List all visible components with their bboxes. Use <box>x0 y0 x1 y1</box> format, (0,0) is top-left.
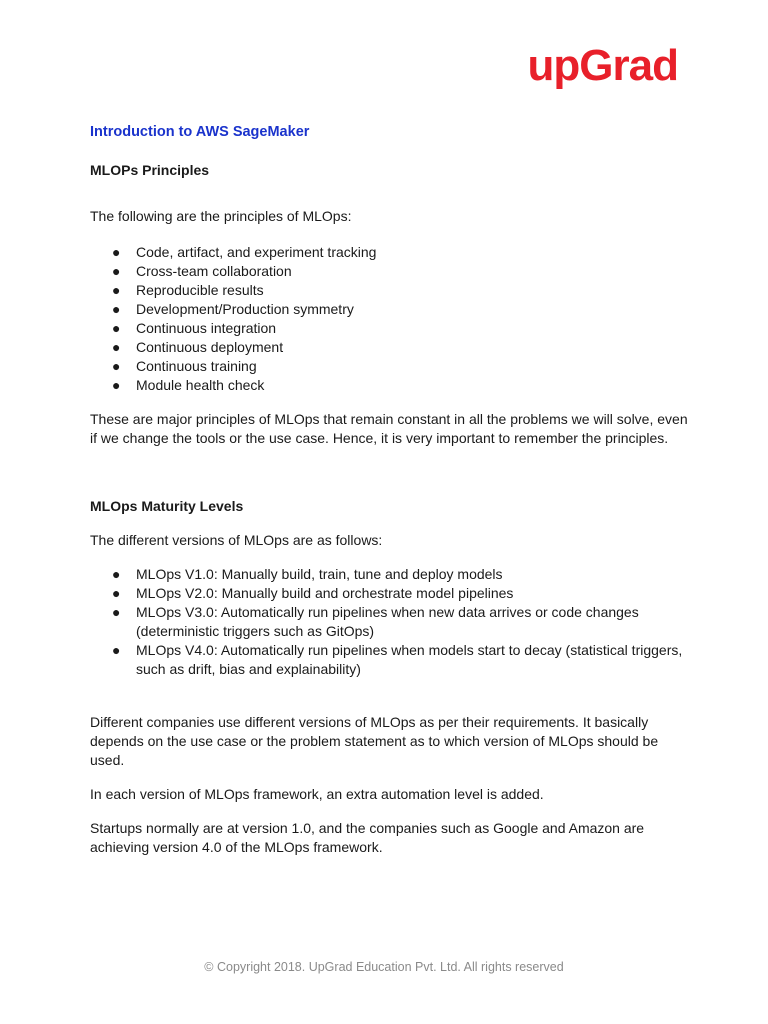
bullet-icon: ● <box>112 604 121 620</box>
bullet-icon: ● <box>112 320 121 336</box>
list-item: ● Continuous integration <box>112 320 277 336</box>
list-item: ● MLOps V3.0: Automatically run pipelines when new data arrives or code changes (deterministic triggers such as GitOps) <box>112 604 639 639</box>
bullet-icon: ● <box>112 585 121 601</box>
bullet-icon: ● <box>112 339 121 355</box>
bullet-icon: ● <box>112 642 121 658</box>
maturity-paragraph-3: Startups normally are at version 1.0, and the companies such as Google and Amazon are achieving version 4.0 of the MLOps framework. <box>90 820 645 855</box>
list-item: ● Continuous deployment <box>112 339 284 355</box>
list-item: ● Reproducible results <box>112 282 264 298</box>
list-item: ● Code, artifact, and experiment tracking <box>112 244 377 260</box>
list-item: ● Module health check <box>112 377 265 393</box>
bullet-icon: ● <box>112 282 121 298</box>
bullet-icon: ● <box>112 263 121 279</box>
maturity-list <box>90 565 690 679</box>
document-title: Introduction to AWS SageMaker <box>90 124 310 140</box>
copyright-footer: © Copyright 2018. UpGrad Education Pvt. Ltd. All rights reserved <box>204 960 564 974</box>
bullet-icon: ● <box>112 566 121 582</box>
maturity-intro: The different versions of MLOps are as follows: <box>90 532 383 548</box>
list-item: ● MLOps V4.0: Automatically run pipelines when models start to decay (statistical triggers, such as drift, bias and explainability) <box>112 642 683 677</box>
section-heading-maturity: MLOps Maturity Levels <box>90 498 244 514</box>
bullet-icon: ● <box>112 244 121 260</box>
bullet-icon: ● <box>112 358 121 374</box>
list-item: ● Development/Production symmetry <box>112 301 354 317</box>
list-item: ● Continuous training <box>112 358 257 374</box>
principles-list <box>90 243 690 395</box>
principles-intro: The following are the principles of MLOps: <box>90 208 352 224</box>
document-body <box>90 122 690 857</box>
list-item: ● MLOps V2.0: Manually build and orchestrate model pipelines <box>112 585 514 601</box>
maturity-paragraph-2: In each version of MLOps framework, an extra automation level is added. <box>90 786 544 802</box>
upgrad-logo: upGrad <box>527 41 678 90</box>
bullet-icon: ● <box>112 301 121 317</box>
bullet-icon: ● <box>112 377 121 393</box>
maturity-paragraph-1: Different companies use different versions of MLOps as per their requirements. It basically depends on the use case or the problem statement as to which version of MLOps should be used. <box>90 714 659 768</box>
list-item: ● MLOps V1.0: Manually build, train, tune and deploy models <box>112 566 503 582</box>
principles-summary: These are major principles of MLOps that remain constant in all the problems we will solve, even if we change the tools or the use case. Hence, it is very important to remember the principles. <box>90 411 688 446</box>
section-heading-principles: MLOPs Principles <box>90 162 210 178</box>
list-item: ● Cross-team collaboration <box>112 263 292 279</box>
